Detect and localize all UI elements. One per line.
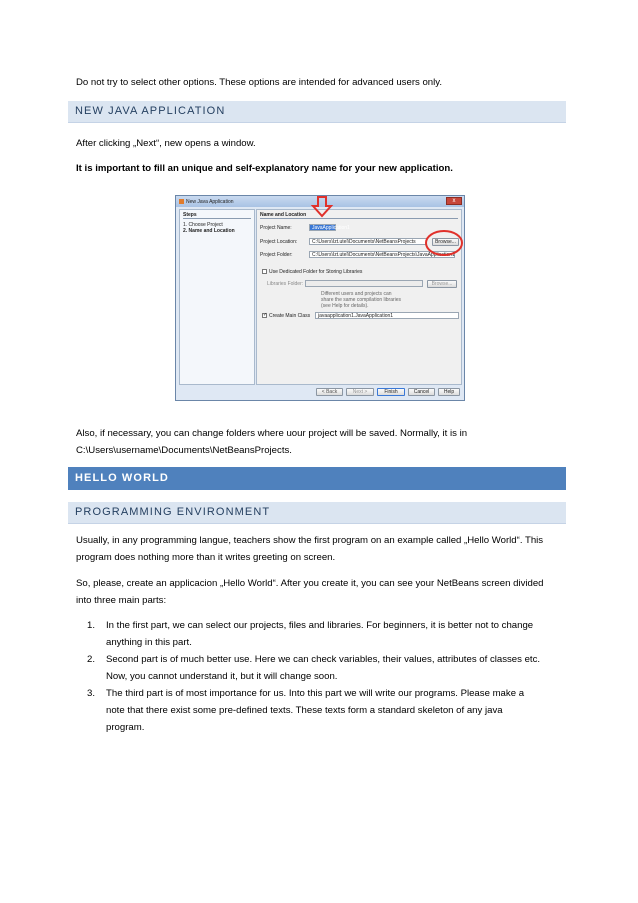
paragraph-after-clicking: After clicking „Next“, new opens a window.: [76, 138, 256, 149]
help-button[interactable]: Help: [438, 388, 460, 396]
paragraph-change-folders: Also, if necessary, you can change folders where uour project will be saved. Normally, it is in: [76, 428, 468, 439]
list-item-line: Now, you cannot understand it, but it will change soon.: [106, 671, 338, 682]
project-name-label: Project Name:: [260, 225, 292, 231]
list-item-line: The third part is of most importance for us. Into this part we will write our programs. Please make a: [106, 688, 525, 699]
dedicated-folder-label: Use Dedicated Folder for Storing Libraries: [269, 269, 363, 275]
section-heading-text: HELLO WORLD: [75, 472, 169, 484]
cancel-button[interactable]: Cancel: [408, 388, 435, 396]
paragraph-create-app-2: into three main parts:: [76, 595, 167, 606]
intro-paragraph: Do not try to select other options. These options are intended for advanced users only.: [76, 77, 443, 88]
three-parts-list: [76, 617, 592, 736]
list-item: [87, 617, 592, 651]
list-number: 3.: [87, 688, 96, 699]
finish-button[interactable]: Finish: [377, 388, 405, 396]
steps-divider: [183, 218, 251, 219]
project-name-input[interactable]: JavaApplication1: [309, 224, 336, 231]
section-heading-hello-world: [68, 467, 566, 490]
list-item-line: anything in this part.: [106, 637, 192, 648]
browse-button[interactable]: Browse...: [432, 238, 459, 246]
step-choose-project: 1. Choose Project: [183, 222, 223, 228]
section-heading-new-java-application: [68, 101, 566, 123]
back-button[interactable]: < Back: [316, 388, 343, 396]
new-java-application-dialog: [175, 195, 465, 401]
steps-panel: [179, 209, 255, 385]
libraries-folder-input[interactable]: [305, 280, 423, 287]
dialog-close-button[interactable]: x: [446, 197, 462, 205]
list-item: [87, 685, 592, 736]
libraries-browse-button[interactable]: Browse...: [427, 280, 457, 288]
steps-heading: Steps: [183, 212, 197, 218]
paragraph-create-app-1: So, please, create an applicacion „Hello World“. After you create it, you can see your NetBeans screen divided: [76, 578, 544, 589]
step-name-and-location: 2. Name and Location: [183, 228, 235, 234]
list-number: 1.: [87, 620, 96, 631]
project-location-label: Project Location:: [260, 239, 298, 245]
list-item-line: In the first part, we can select our projects, files and libraries. For beginners, it is better not to change: [106, 620, 534, 631]
create-main-class-label: Create Main Class: [269, 313, 311, 319]
red-circle-annotation: [424, 229, 464, 257]
project-folder-input[interactable]: C:\Users\Izt.utel\Documents\NetBeansProjects\JavaApplication1: [309, 251, 455, 258]
libraries-note: Different users and projects can share the same compilation libraries (see Help for details).: [321, 291, 402, 309]
dedicated-folder-checkbox[interactable]: [262, 269, 267, 274]
list-item-line: note that there exist some pre-defined texts. These texts form a standard skeleton of any java: [106, 705, 503, 716]
paragraph-usually-1: Usually, in any programming langue, teachers show the first program on an example called „Hello World“. This: [76, 535, 544, 546]
libraries-folder-label: Libraries Folder:: [267, 281, 304, 287]
list-item: [87, 651, 592, 685]
section-heading-text: PROGRAMMING ENVIRONMENT: [75, 506, 271, 518]
list-item-line: program.: [106, 722, 145, 733]
paragraph-important-name: It is important to fill an unique and self-explanatory name for your new application.: [76, 163, 453, 174]
netbeans-icon: [179, 199, 184, 204]
section-heading-programming-environment: [68, 502, 566, 524]
project-folder-label: Project Folder:: [260, 252, 293, 258]
paragraph-usually-2: program does nothing more than it writes greeting on screen.: [76, 552, 336, 563]
list-item-line: Second part is of much better use. Here we can check variables, their values, attributes of classes etc.: [106, 654, 541, 665]
project-location-input[interactable]: C:\Users\Izt.utel\Documents\NetBeansProjects: [309, 238, 427, 245]
next-button[interactable]: Next >: [346, 388, 374, 396]
panel-heading: Name and Location: [260, 212, 307, 218]
red-arrow-icon: [311, 196, 333, 218]
section-heading-text: NEW JAVA APPLICATION: [75, 105, 226, 117]
main-class-input[interactable]: javaapplication1.JavaApplication1: [315, 312, 459, 319]
dialog-title: New Java Application: [186, 199, 234, 205]
create-main-class-checkbox[interactable]: ✓: [263, 312, 268, 318]
panel-divider: [260, 218, 458, 219]
list-number: 2.: [87, 654, 96, 665]
paragraph-default-path: C:\Users\username\Documents\NetBeansProjects.: [76, 445, 292, 456]
